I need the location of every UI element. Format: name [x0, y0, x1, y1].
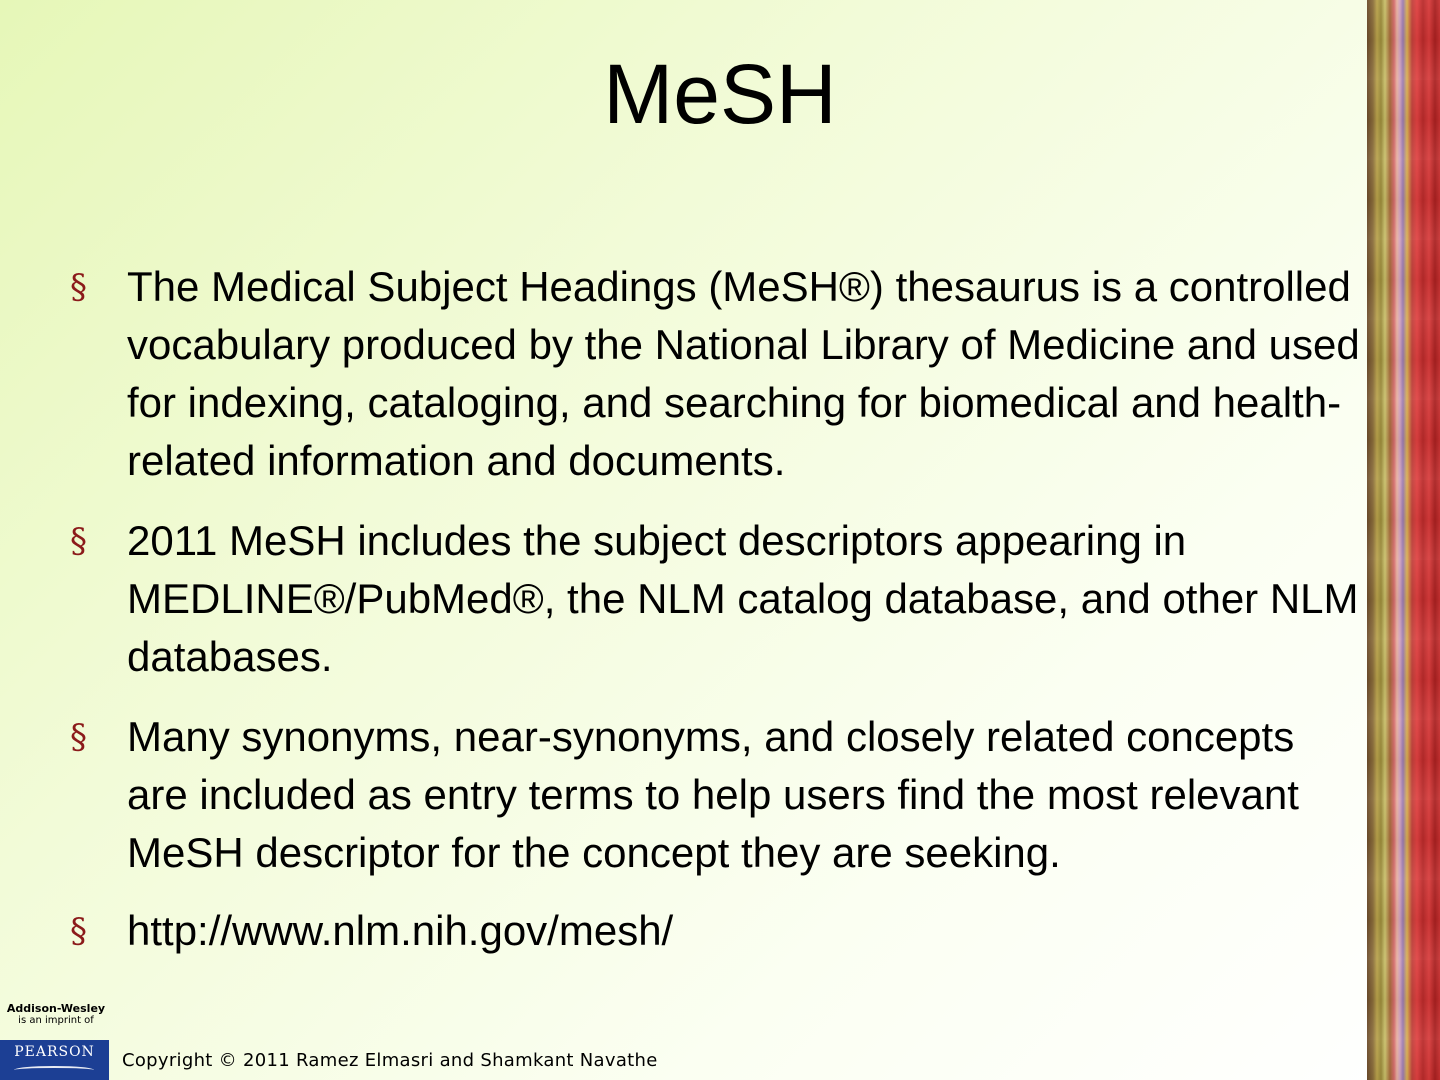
copyright-text: Copyright © 2011 Ramez Elmasri and Shamkant Navathe: [122, 1050, 658, 1071]
bullet-item: [70, 902, 1365, 960]
publisher-name: PEARSON: [14, 1044, 95, 1060]
section-sign-icon: §: [70, 521, 87, 561]
logo-line2: is an imprint of: [18, 1015, 94, 1026]
logo-line1: Addison-Wesley: [6, 1002, 106, 1015]
addison-wesley-logo: [4, 1002, 108, 1027]
section-sign-icon: §: [70, 911, 87, 951]
bullet-item: [70, 512, 1365, 686]
pearson-logo: [0, 1040, 109, 1080]
slide-title: MeSH: [603, 47, 837, 141]
bullet-text: Many synonyms, near-synonyms, and closely related concepts are included as entry terms to help users find the most relevant MeSH descriptor for the concept they are seeking.: [127, 713, 1299, 876]
url-link[interactable]: http://www.nlm.nih.gov/mesh/: [127, 907, 674, 954]
decorative-stripe: [1367, 0, 1440, 1080]
bullet-text: 2011 MeSH includes the subject descriptors appearing in MEDLINE®/PubMed®, the NLM catalog database, and other NLM databases.: [127, 517, 1359, 680]
swoosh-icon: [14, 1066, 94, 1074]
bullet-list: [70, 258, 1365, 960]
bullet-item: [70, 708, 1365, 882]
bullet-text: The Medical Subject Headings (MeSH®) thesaurus is a controlled vocabulary produced by the National Library of Medicine and used for indexing, cataloging, and searching for biomedical and health-related information and documents.: [127, 263, 1360, 484]
section-sign-icon: §: [70, 267, 87, 307]
section-sign-icon: §: [70, 717, 87, 757]
bullet-item: [70, 258, 1365, 490]
